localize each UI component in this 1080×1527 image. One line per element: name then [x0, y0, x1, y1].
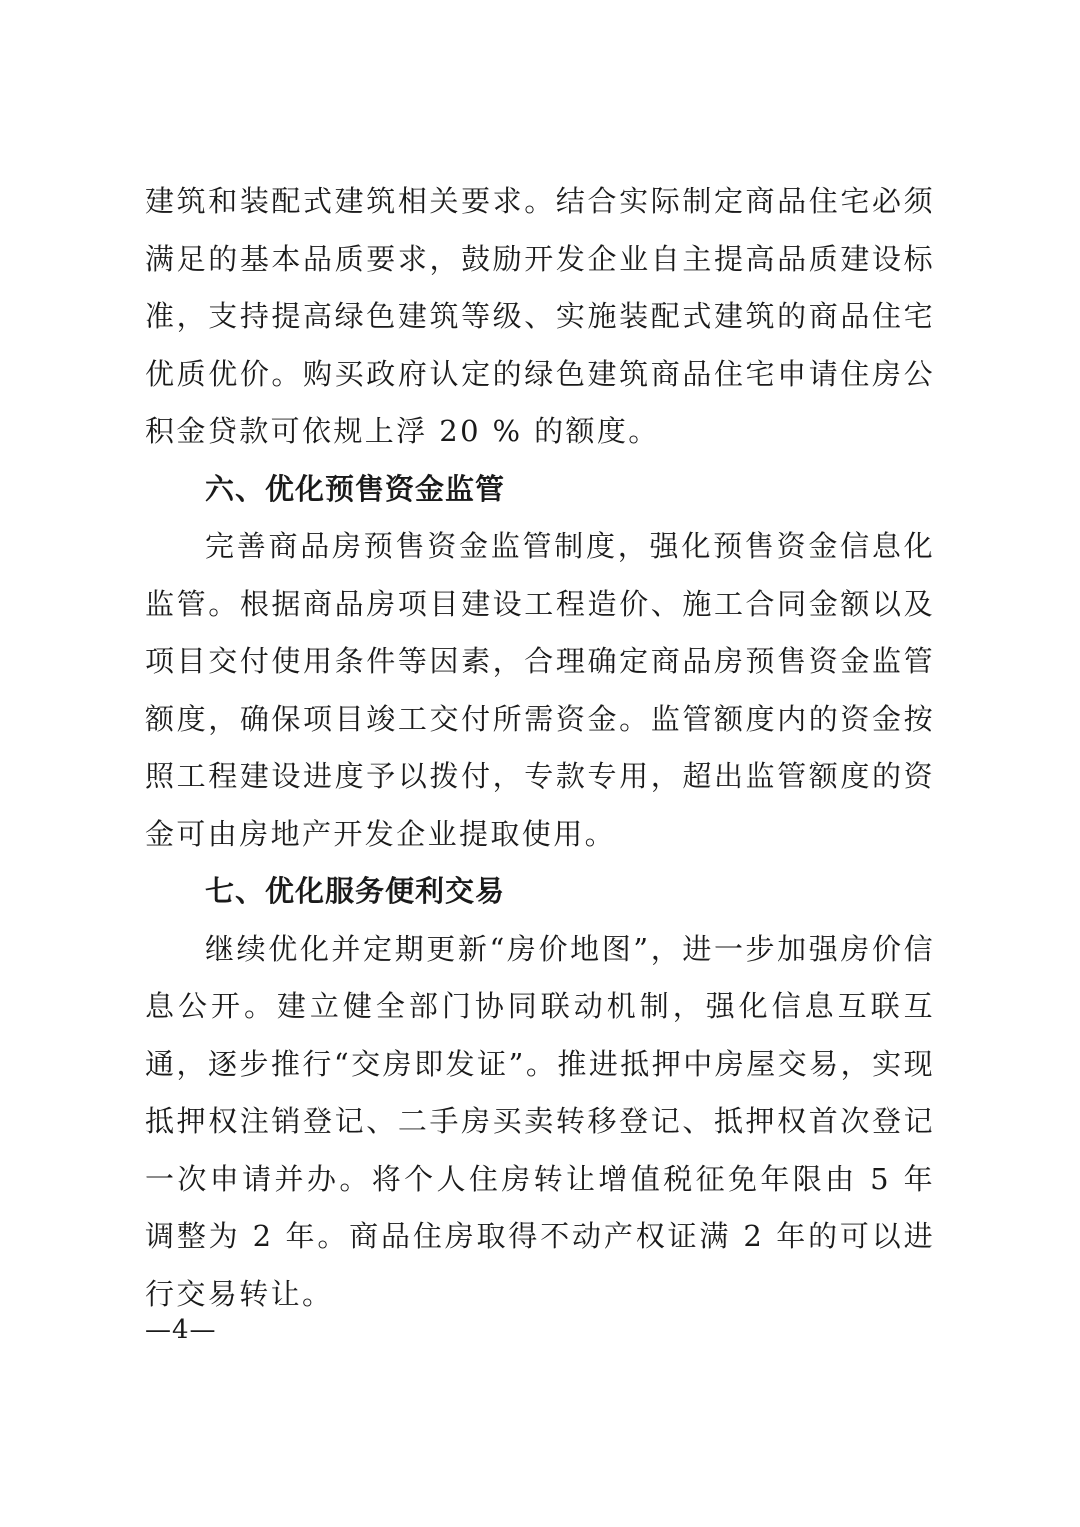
page-number: —4—	[145, 1315, 217, 1345]
section-heading-transaction-services: 七、优化服务便利交易	[205, 874, 506, 908]
document-body	[145, 173, 935, 1323]
section-heading-presale-funds: 六、优化预售资金监管	[205, 471, 506, 506]
paragraph-transaction-services: 继续优化并定期更新“房价地图”，进一步加强房价信息公开。建立健全部门协同联动机制，强化信息互联互通，逐步推行“交房即发证”。推进抵押中房屋交易，实现抵押权注销登记、二手房买卖转移登记、抵押权首次登记一次申请并办。将个人住房转让增值税征免年限由 5 年调整为 2 年。商品住房取得不动产权证满 2 年的可以进行交易转让。	[145, 931, 935, 1311]
paragraph-green-building-requirements: 建筑和装配式建筑相关要求。结合实际制定商品住宅必须满足的基本品质要求，鼓励开发企业自主提高品质建设标准，支持提高绿色建筑等级、实施装配式建筑的商品住宅优质优价。购买政府认定的绿色建筑商品住宅申请住房公积金贷款可依规上浮 20 % 的额度。	[145, 184, 935, 448]
paragraph-presale-funds-supervision: 完善商品房预售资金监管制度，强化预售资金信息化监管。根据商品房项目建设工程造价、施工合同金额以及项目交付使用条件等因素，合理确定商品房预售资金监管额度，确保项目竣工交付所需资金。监管额度内的资金按照工程建设进度予以拨付，专款专用，超出监管额度的资金可由房地产开发企业提取使用。	[145, 529, 935, 851]
